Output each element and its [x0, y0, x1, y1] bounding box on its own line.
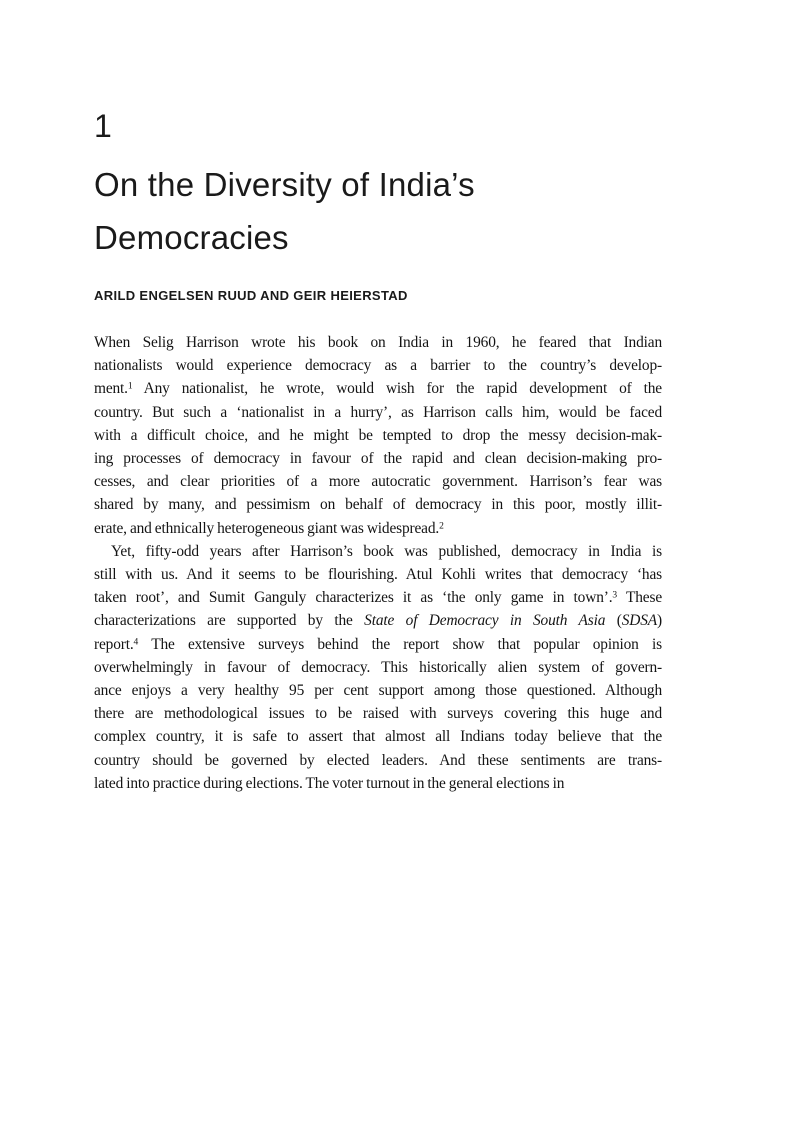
- chapter-title: [94, 158, 662, 264]
- text-line: country. But such a ‘nationalist in a hurry’, as Harrison calls him, would be faced: [94, 403, 662, 421]
- text-line: characterizations are supported by the State of Democracy in South Asia (SDSA): [94, 612, 662, 630]
- text-line: overwhelmingly in favour of democracy. This historically alien system of govern-: [94, 658, 662, 676]
- paragraph: [94, 331, 662, 540]
- text-line: complex country, it is safe to assert that almost all Indians today believe that the: [94, 728, 662, 746]
- text-line: report.$^4$ The extensive surveys behind the report show that popular opinion is: [94, 635, 662, 653]
- text-line: there are methodological issues to be raised with surveys covering this huge and: [94, 705, 662, 723]
- text-line: country should be governed by elected leaders. And these sentiments are trans-: [94, 751, 662, 769]
- text-line: with a difficult choice, and he might be tempted to drop the messy decision-mak-: [94, 426, 662, 444]
- text-line: erate, and ethnically heterogeneous giant was widespread.$^2$: [94, 519, 444, 537]
- text-line: When Selig Harrison wrote his book on India in 1960, he feared that Indian: [94, 334, 662, 351]
- text-line: ment.$^1$ Any nationalist, he wrote, would wish for the rapid development of the: [94, 380, 662, 398]
- chapter-title-line-2: Democracies: [94, 219, 289, 256]
- text-line: ance enjoys a very healthy 95 per cent support among those questioned. Although: [94, 682, 662, 700]
- text-line: nationalists would experience democracy as a barrier to the country’s develop-: [94, 357, 662, 375]
- paragraph: [94, 540, 662, 795]
- text-line: ing processes of democracy in favour of the rapid and clean decision-making pro-: [94, 450, 662, 468]
- chapter-number: 1: [94, 108, 112, 144]
- text-line: Yet, fifty-odd years after Harrison’s book was published, democracy in India is: [111, 542, 662, 560]
- text-line: cesses, and clear priorities of a more autocratic government. Harrison’s fear was: [94, 473, 662, 491]
- page-content: [94, 0, 662, 795]
- text-line: still with us. And it seems to be flourishing. Atul Kohli writes that democracy ‘has: [94, 566, 662, 584]
- text-line: taken root’, and Sumit Ganguly characterizes it as ‘the only game in town’.$^3$ These: [94, 589, 662, 607]
- body-text: [94, 331, 662, 795]
- text-line: shared by many, and pessimism on behalf of democracy in this poor, mostly illit-: [94, 496, 662, 514]
- authors-byline: ARILD ENGELSEN RUUD AND GEIR HEIERSTAD: [94, 288, 408, 303]
- chapter-title-line-1: On the Diversity of India’s: [94, 166, 475, 203]
- text-line: lated into practice during elections. The voter turnout in the general elections in: [94, 774, 565, 792]
